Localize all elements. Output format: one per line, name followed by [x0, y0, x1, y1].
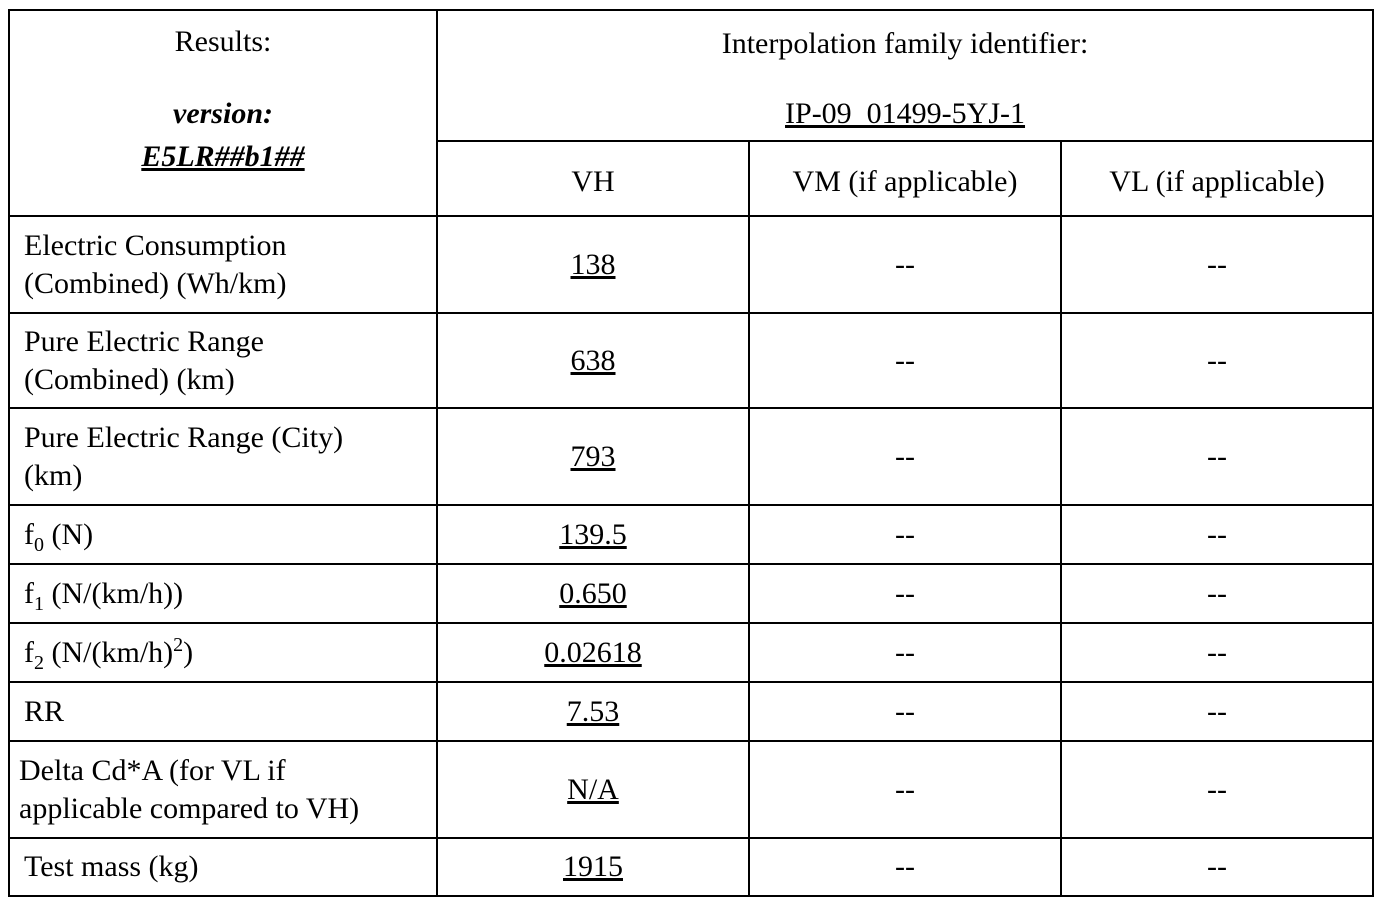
vm-value: -- [749, 682, 1061, 741]
row-label: $f_2$ $(N/(km/h)^2)$ [9, 623, 437, 682]
vh-value: 638 [437, 313, 749, 408]
vl-value: -- [1061, 505, 1373, 564]
row-label: Test mass (kg) [9, 838, 437, 896]
family-id: IP-09 01499-5YJ-1 [785, 97, 1026, 130]
table-row [9, 564, 1373, 623]
table-row [9, 838, 1373, 896]
family-label: Interpolation family identifier: [721, 27, 1089, 60]
results-version-header [9, 10, 437, 216]
row-label [9, 741, 437, 838]
table-row [9, 408, 1373, 505]
vl-value: -- [1061, 564, 1373, 623]
row-label: $f_1$ (N/(km/h)) [9, 564, 437, 623]
row-label-line: (km) [24, 458, 83, 492]
vh-value: 139.5 [437, 505, 749, 564]
row-label-line: Delta Cd*A (for VL if [19, 753, 286, 787]
vl-value: -- [1061, 623, 1373, 682]
vm-value: -- [749, 408, 1061, 505]
vh-value: 0.650 [437, 564, 749, 623]
vl-value: -- [1061, 838, 1373, 896]
row-label-line: (Combined) (km) [24, 362, 235, 396]
vm-value: -- [749, 313, 1061, 408]
table-row [9, 741, 1373, 838]
row-label [9, 216, 437, 313]
table-row [9, 216, 1373, 313]
version-label: version: [173, 97, 273, 130]
vh-value: 138 [437, 216, 749, 313]
row-label-line: Pure Electric Range (City) [24, 420, 344, 454]
row-label-line: Pure Electric Range [24, 324, 264, 358]
vm-value: -- [749, 741, 1061, 838]
row-label [9, 313, 437, 408]
row-label-line: Electric Consumption [24, 228, 287, 262]
vm-value: -- [749, 216, 1061, 313]
row-label-line: (Combined) (Wh/km) [24, 266, 287, 300]
vm-value: -- [749, 505, 1061, 564]
interpolation-family-header [437, 10, 1373, 141]
vh-value: 1915 [437, 838, 749, 896]
vm-value: -- [749, 838, 1061, 896]
column-header-vm: VM (if applicable) [749, 141, 1061, 216]
row-label: $f_0$ (N) [9, 505, 437, 564]
vl-value: -- [1061, 408, 1373, 505]
table-row [9, 682, 1373, 741]
vh-value: 0.02618 [437, 623, 749, 682]
vh-value: N/A [437, 741, 749, 838]
vl-value: -- [1061, 216, 1373, 313]
vh-value: 793 [437, 408, 749, 505]
row-label: RR [9, 682, 437, 741]
results-label: Results: [174, 25, 272, 58]
row-label-line: applicable compared to VH) [19, 791, 360, 825]
vm-value: -- [749, 623, 1061, 682]
version-code: E5LR##b1## [141, 140, 305, 173]
vl-value: -- [1061, 682, 1373, 741]
column-header-vl: VL (if applicable) [1061, 141, 1373, 216]
table-row [9, 313, 1373, 408]
vl-value: -- [1061, 313, 1373, 408]
vh-value: 7.53 [437, 682, 749, 741]
table-row [9, 505, 1373, 564]
results-table [8, 9, 1374, 897]
vm-value: -- [749, 564, 1061, 623]
vl-value: -- [1061, 741, 1373, 838]
row-label [9, 408, 437, 505]
table-row [9, 623, 1373, 682]
column-header-vh: VH [437, 141, 749, 216]
